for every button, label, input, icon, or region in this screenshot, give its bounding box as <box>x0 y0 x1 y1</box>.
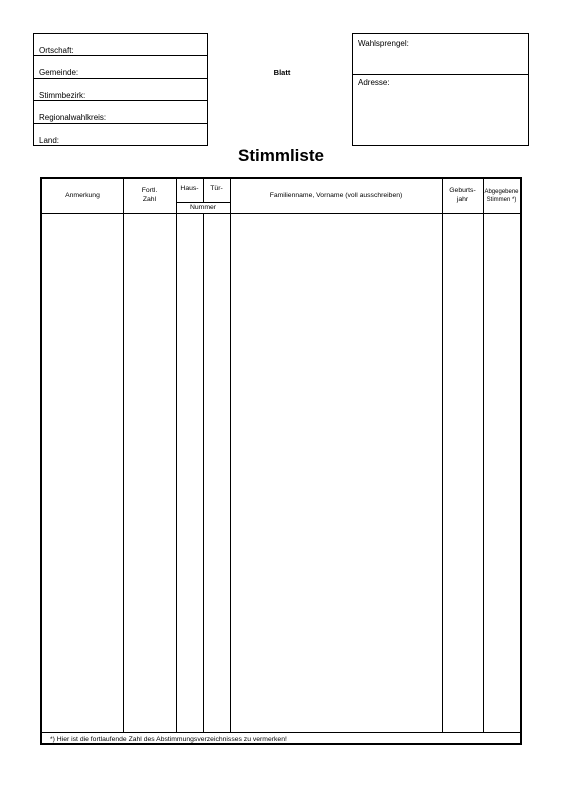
nummer-divider <box>176 202 230 203</box>
page-title: Stimmliste <box>238 146 324 165</box>
header-abgegebene-stimmen <box>483 188 520 204</box>
ortschaft-field[interactable]: Ortschaft: <box>34 34 207 56</box>
header-nummer: Nummer <box>189 204 217 211</box>
header-abgegeben-line1: Abgegebene <box>484 189 519 195</box>
regionalwahlkreis-field[interactable]: Regionalwahlkreis: <box>34 101 207 123</box>
header-anmerkung: Anmerkung <box>65 192 100 199</box>
header-geburts-line1: Geburts- <box>449 187 476 194</box>
location-box <box>33 33 208 146</box>
header-fortl-zahl <box>123 187 176 204</box>
stimmliste-table <box>40 177 522 745</box>
header-name: Familienname, Vorname (voll ausschreiben) <box>269 192 403 199</box>
column-divider <box>483 179 484 732</box>
blatt-label: Blatt <box>273 68 291 77</box>
footnote: *) Hier ist die fortlaufende Zahl des Abstimmungsverzeichnisses zu vermerken! <box>50 736 287 743</box>
column-divider <box>176 179 177 732</box>
gemeinde-field[interactable]: Gemeinde: <box>34 56 207 78</box>
header-fortl-line1: Fortl. <box>141 187 158 194</box>
header-geburts-line2: jahr <box>456 195 469 203</box>
header-abgegeben-line2: Stimmen *) <box>486 197 517 203</box>
stimmbezirk-field[interactable]: Stimmbezirk: <box>34 79 207 101</box>
footer-divider <box>42 732 520 733</box>
header-tuer: Tür- <box>210 185 223 192</box>
header-haus: Haus- <box>180 185 199 192</box>
wahlsprengel-box <box>352 33 529 146</box>
wahlsprengel-field[interactable]: Wahlsprengel: <box>353 34 528 75</box>
header-fortl-line2: Zahl <box>142 195 157 203</box>
column-divider <box>230 179 231 732</box>
land-field[interactable]: Land: <box>39 135 60 145</box>
adresse-field[interactable]: Adresse: <box>358 78 390 87</box>
header-geburtsjahr <box>442 187 483 204</box>
header-divider <box>42 213 520 214</box>
column-divider <box>123 179 124 732</box>
column-divider <box>442 179 443 732</box>
column-divider <box>203 213 204 732</box>
